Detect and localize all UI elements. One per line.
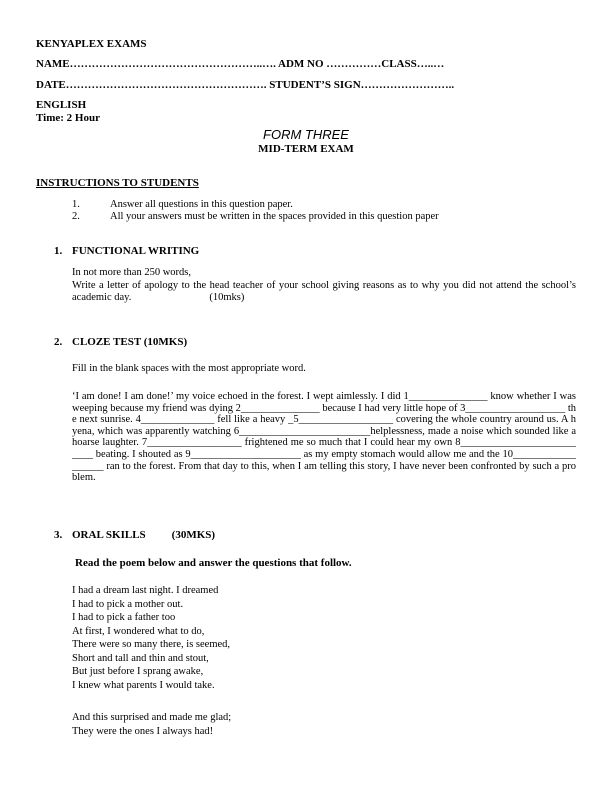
instruction-num: 1. [72,199,80,210]
q3-instruction: Read the poem below and answer the questions that follow. [75,557,352,569]
poem-line: I had a dream last night. I dreamed [72,585,219,596]
poem-stanza-2 [72,711,231,738]
poem-line: I had to pick a father too [72,612,176,623]
q3-title: ORAL SKILLS [72,529,146,541]
poem-line: They were the ones I always had! [72,725,214,737]
instruction-num: 2. [72,211,80,222]
q1-body [72,280,576,303]
q1-marks: (10mks) [209,291,245,303]
school-name: KENYAPLEX EXAMS [36,38,147,50]
q2-instruction: Fill in the blank spaces with the most appropriate word. [72,363,306,374]
exam-title: MID-TERM EXAM [258,143,354,155]
q1-number: 1. [54,245,63,257]
q3-marks: (30MKS) [171,529,216,541]
time-label: Time: 2 Hour [36,112,100,124]
poem-line: I knew what parents I would take. [72,679,215,691]
q3-number: 3. [54,529,63,541]
q2-title: CLOZE TEST (10MKS) [72,336,188,348]
form-title: FORM THREE [263,127,349,142]
instruction-text: All your answers must be written in the spaces provided in this question paper [110,211,439,222]
q2-heading [54,336,187,349]
poem-line: I had to pick a mother out. [72,598,184,610]
q3-heading [54,529,215,542]
poem-line: But just before I sprang awake, [72,666,204,677]
name-adm-class-line: NAME……………………………………………..…. ADM NO ……………CLASS…..… [36,58,445,70]
instruction-text: Answer all questions in this question paper. [110,199,293,210]
poem-line: And this surprised and made me glad; [72,712,232,723]
q1-title: FUNCTIONAL WRITING [72,245,200,257]
q1-heading [54,245,199,258]
instruction-item [72,199,293,211]
q1-body-text: Write a letter of apology to the head teacher of your school giving reasons as to why you did not attend the school’s academic day. [72,280,576,303]
subject-label: ENGLISH [36,99,87,111]
instructions-heading: INSTRUCTIONS TO STUDENTS [36,177,199,189]
poem-stanza-1 [72,584,230,692]
poem-line: There were so many there, is seemed, [72,639,231,650]
q1-line1: In not more than 250 words, [72,267,191,278]
cloze-passage: ‘I am done! I am done!’ my voice echoed in the forest. I wept aimlessly. I did 1_______________ know whether I was weeping because my friend was dying 2_______________ because I had very little hope of 3___________________ the next sunrise. 4______________ fell like a heavy _5__________________ covering the whole country around us. A hyena, which was apparently watching 6_________________________helplessness, made a noise which sounded like a hoarse laughter. 7__________________ frightened me so much that I could hear my own 8__________________________ beating. I shouted as 9_____________________ as my empty stomach would allow me and the 10__________________ ran to the forest. From that day to this, when I am telling this story, I have never been confronted by such a problem. [72,391,576,484]
q2-number: 2. [54,336,63,348]
poem-line: At first, I wondered what to do, [72,625,205,637]
poem-line: Short and tall and thin and stout, [72,652,209,664]
instruction-item [72,211,439,223]
date-sign-line: DATE………………………………………………. STUDENT’S SIGN…………………….. [36,79,455,91]
